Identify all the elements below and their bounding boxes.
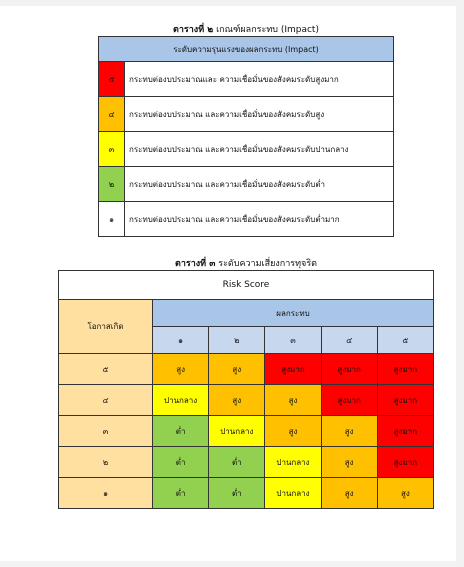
risk-cell: สูง <box>377 478 433 509</box>
impact-level-header: ๒ <box>209 327 265 354</box>
impact-label-row <box>59 300 434 327</box>
page-edge-right <box>456 0 464 567</box>
risk-cell: ปานกลาง <box>153 385 209 416</box>
risk-cell: ปานกลาง <box>265 447 321 478</box>
risk-cell: สูง <box>265 416 321 447</box>
page-edge-bottom <box>0 561 464 567</box>
risk-cell: สูง <box>321 478 377 509</box>
impact-description: กระทบต่องบประมาณ และความเชื่อมั่นของสังคมระดับสูง <box>125 97 394 132</box>
risk-cell: ต่ำ <box>209 478 265 509</box>
risk-cell: สูง <box>153 354 209 385</box>
impact-level-cell: ๕ <box>99 62 125 97</box>
likelihood-level-cell: ๓ <box>59 416 153 447</box>
risk-cell: สูง <box>321 447 377 478</box>
table3-caption-rest: ระดับความเสี่ยงการทุจริต <box>215 259 317 269</box>
risk-cell: ต่ำ <box>153 478 209 509</box>
likelihood-label: โอกาสเกิด <box>59 300 153 354</box>
likelihood-level-cell: ๑ <box>59 478 153 509</box>
risk-cell: ต่ำ <box>209 447 265 478</box>
risk-cell: สูงมาก <box>377 447 433 478</box>
risk-cell: ต่ำ <box>153 447 209 478</box>
impact-level-header: ๕ <box>377 327 433 354</box>
table3-caption-bold: ตารางที่ ๓ <box>174 259 216 269</box>
risk-row <box>59 447 434 478</box>
impact-description: กระทบต่องบประมาณ และความเชื่อมั่นของสังคมระดับต่ำ <box>125 167 394 202</box>
risk-cell: ปานกลาง <box>265 478 321 509</box>
impact-description: กระทบต่องบประมาณและ ความเชื่อมั่นของสังคมระดับสูงมาก <box>125 62 394 97</box>
risk-row <box>59 385 434 416</box>
impact-row <box>99 62 394 97</box>
table2-caption-bold: ตารางที่ ๒ <box>173 25 214 35</box>
impact-header-row <box>99 37 394 62</box>
table2-caption <box>98 22 394 36</box>
impact-level-cell: ๓ <box>99 132 125 167</box>
risk-body <box>59 271 434 509</box>
impact-row <box>99 97 394 132</box>
impact-body <box>99 62 394 237</box>
likelihood-level-cell: ๕ <box>59 354 153 385</box>
risk-cell: ต่ำ <box>153 416 209 447</box>
impact-row <box>99 167 394 202</box>
impact-label: ผลกระทบ <box>153 300 434 327</box>
risk-score-table <box>58 270 434 509</box>
risk-cell: สูง <box>209 385 265 416</box>
risk-cell: สูงมาก <box>265 354 321 385</box>
risk-cell: สูงมาก <box>321 354 377 385</box>
risk-score-title: Risk Score <box>59 271 434 300</box>
risk-cell: สูงมาก <box>321 385 377 416</box>
risk-cell: สูง <box>209 354 265 385</box>
risk-cell: ปานกลาง <box>209 416 265 447</box>
impact-criteria-table <box>98 36 394 237</box>
impact-level-header: ๓ <box>265 327 321 354</box>
likelihood-level-cell: ๔ <box>59 385 153 416</box>
risk-title-row <box>59 271 434 300</box>
risk-row <box>59 478 434 509</box>
risk-cell: สูงมาก <box>377 385 433 416</box>
risk-cell: สูง <box>321 416 377 447</box>
risk-cell: สูงมาก <box>377 416 433 447</box>
impact-row <box>99 202 394 237</box>
impact-level-header: ๔ <box>321 327 377 354</box>
impact-level-header: ๑ <box>153 327 209 354</box>
impact-header: ระดับความรุนแรงของผลกระทบ (Impact) <box>99 37 394 62</box>
table3-caption <box>58 256 434 270</box>
impact-level-cell: ๔ <box>99 97 125 132</box>
impact-level-cell: ๑ <box>99 202 125 237</box>
impact-row <box>99 132 394 167</box>
table2-caption-rest: เกณฑ์ผลกระทบ (Impact) <box>213 25 319 35</box>
impact-description: กระทบต่องบประมาณ และความเชื่อมั่นของสังคมระดับปานกลาง <box>125 132 394 167</box>
risk-cell: สูงมาก <box>377 354 433 385</box>
risk-row <box>59 354 434 385</box>
impact-description: กระทบต่องบประมาณ และความเชื่อมั่นของสังคมระดับต่ำมาก <box>125 202 394 237</box>
likelihood-level-cell: ๒ <box>59 447 153 478</box>
risk-row <box>59 416 434 447</box>
page-edge-top <box>0 0 464 6</box>
impact-level-cell: ๒ <box>99 167 125 202</box>
risk-cell: สูง <box>265 385 321 416</box>
